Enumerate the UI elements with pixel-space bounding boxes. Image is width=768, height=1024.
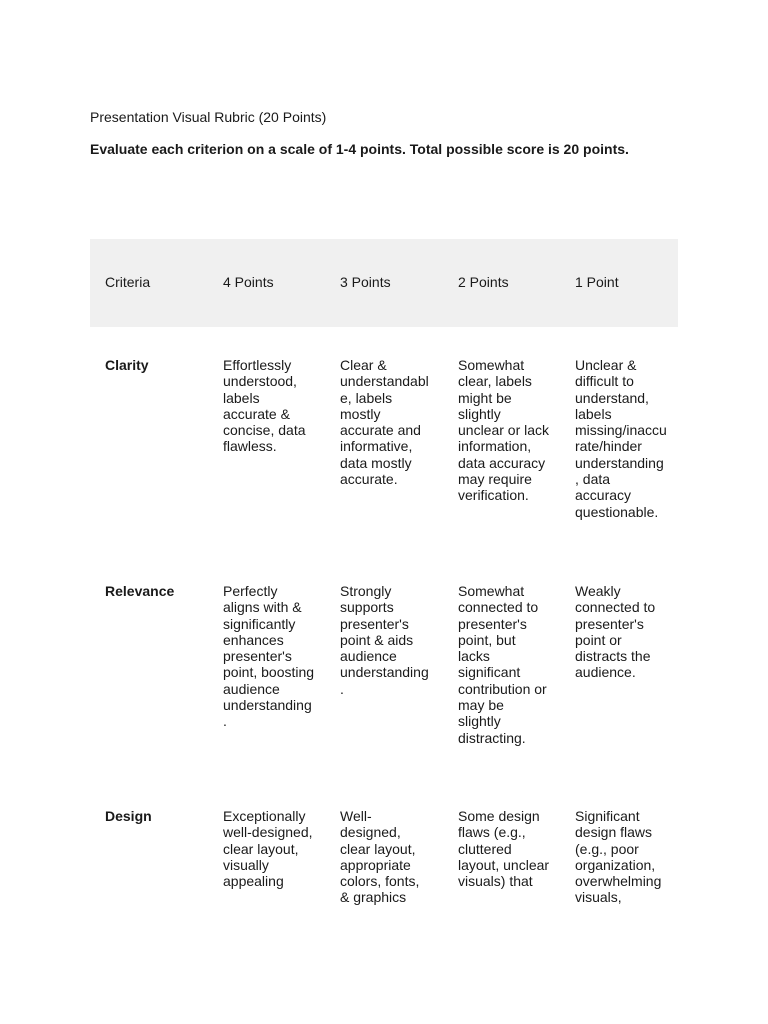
table-cell: Well-designed, clear layout, appropriate colors, fonts, & graphics <box>340 808 420 906</box>
table-cell: Some design flaws (e.g., cluttered layout, unclear visuals) that <box>458 808 550 890</box>
table-cell: Perfectly aligns with & significantly enhances presenter's point, boosting audience understanding. <box>223 583 315 730</box>
header-2-points: 2 Points <box>458 274 509 290</box>
table-cell: Clear & understandable, labels mostly accurate and informative, data mostly accurate. <box>340 357 429 488</box>
document-title: Presentation Visual Rubric (20 Points) <box>90 109 327 125</box>
table-cell: Somewhat clear, labels might be slightly unclear or lack information, data accuracy may require verification. <box>458 357 550 504</box>
header-4-points: 4 Points <box>223 274 274 290</box>
criterion-label: Relevance <box>105 583 175 599</box>
table-cell: Unclear & difficult to understand, labels missing/inaccurate/hinder understanding, data accuracy questionable. <box>575 357 667 520</box>
instructions: Evaluate each criterion on a scale of 1-4 points. Total possible score is 20 points. <box>90 141 629 157</box>
table-cell: Exceptionally well-designed, clear layout, visually appealing <box>223 808 313 890</box>
table-cell: Effortlessly understood, labels accurate & concise, data flawless. <box>223 357 306 455</box>
criterion-label: Design <box>105 808 152 824</box>
table-cell: Weakly connected to presenter's point or distracts the audience. <box>575 583 656 681</box>
header-criteria: Criteria <box>105 274 151 290</box>
header-1-point: 1 Point <box>575 274 619 290</box>
table-cell: Strongly supports presenter's point & aids audience understanding. <box>340 583 429 697</box>
table-cell: Somewhat connected to presenter's point, but lacks significant contribution or may be slightly distracting. <box>458 583 547 746</box>
header-3-points: 3 Points <box>340 274 391 290</box>
table-cell: Significant design flaws (e.g., poor organization, overwhelming visuals, <box>575 808 662 906</box>
criterion-label: Clarity <box>105 357 149 373</box>
